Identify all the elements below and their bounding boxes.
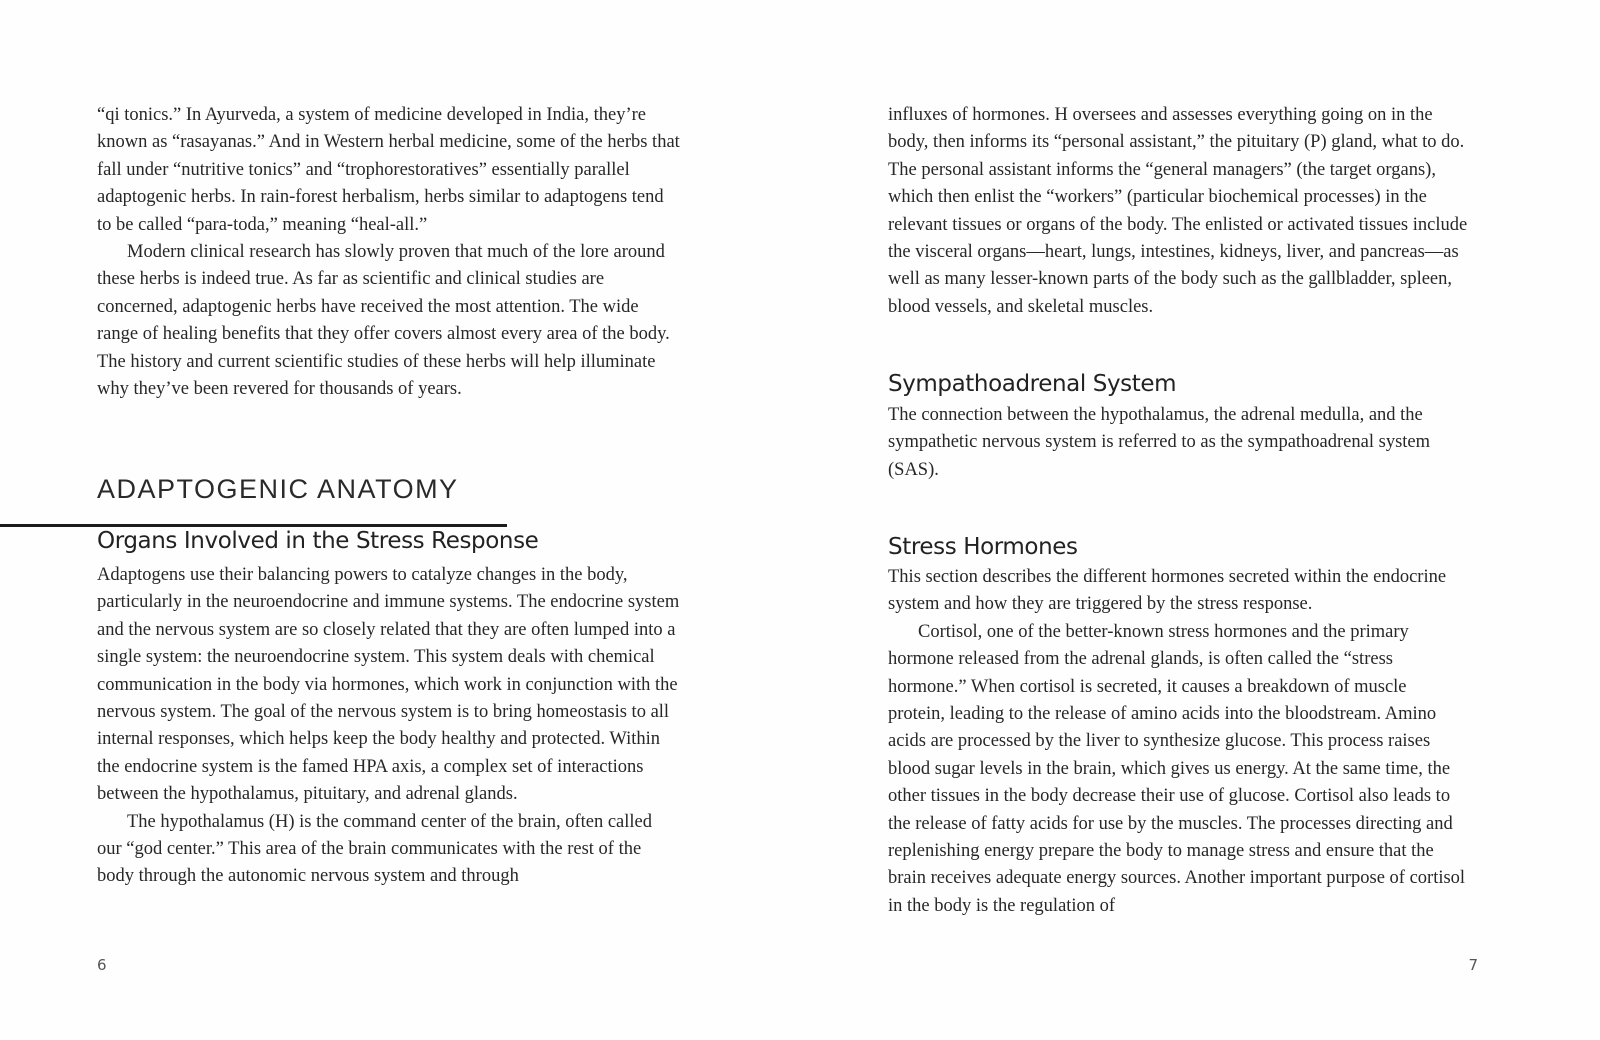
paragraph: Modern clinical research has slowly proven that much of the lore around these herbs is indeed true. As far as scientific and clinical studies are concerned, adaptogenic herbs have received the most attention. The wide range of healing benefits that they offer covers almost every area of the body. The history and current scientific studies of these herbs will help illuminate why they’ve been revered for thousands of years. (97, 242, 670, 400)
subsection-heading-organs: Organs Involved in the Stress Response (97, 528, 539, 554)
left-page-intro-paragraphs (97, 102, 681, 403)
page-number-right: 7 (1468, 956, 1478, 974)
section-heading: ADAPTOGENIC ANATOMY (97, 474, 459, 504)
sympathoadrenal-paragraphs (888, 402, 1468, 484)
stress-hormones-paragraphs (888, 564, 1468, 920)
right-page-continuation-paragraphs (888, 102, 1468, 321)
paragraph: Cortisol, one of the better-known stress hormones and the primary hormone released from the adrenal glands, is often called the “stress hormone.” When cortisol is secreted, it causes a breakdown of muscle protein, leading to the release of amino acids into the bloodstream. Amino acids are processed by the liver to synthesize glucose. This process raises blood sugar levels in the brain, which gives us energy. At the same time, the other tissues in the body decrease their use of glucose. Cortisol also leads to the release of fatty acids for use by the muscles. The processes directing and replenishing energy prepare the body to manage stress and ensure that the brain receives adequate energy sources. Another important purpose of cortisol in the body is the regulation of (888, 621, 1466, 916)
subsection-heading-sympathoadrenal: Sympathoadrenal System (888, 371, 1177, 397)
left-page-body-paragraphs (97, 562, 681, 891)
paragraph: Adaptogens use their balancing powers to catalyze changes in the body, particularly in the neuroendocrine and immune systems. The endocrine system and the nervous system are so closely related that they are often lumped into a single system: the neuroendocrine system. This system deals with chemical communication in the body via hormones, which work in conjunction with the nervous system. The goal of the nervous system is to bring homeostasis to all internal responses, which helps keep the body healthy and protected. Within the endocrine system is the famed HPA axis, a complex set of interactions between the hypothalamus, pituitary, and adrenal glands. (97, 565, 680, 805)
paragraph: This section describes the different hormones secreted within the endocrine system and how they are triggered by the stress response. (888, 567, 1447, 615)
subsection-heading-stress-hormones: Stress Hormones (888, 534, 1078, 560)
page-number-left: 6 (97, 956, 107, 974)
paragraph: influxes of hormones. H oversees and assesses everything going on in the body, then informs its “personal assistant,” the pituitary (P) gland, what to do. The personal assistant informs the “general managers” (the target organs), which then enlist the “workers” (particular biochemical processes) in the relevant tissues or organs of the body. The enlisted or activated tissues include the visceral organs—heart, lungs, intestines, kidneys, liver, and pancreas—as well as many lesser-known parts of the body such as the gallbladder, spleen, blood vessels, and skeletal muscles. (888, 105, 1468, 317)
paragraph: “qi tonics.” In Ayurveda, a system of medicine developed in India, they’re known as “rasayanas.” And in Western herbal medicine, some of the herbs that fall under “nutritive tonics” and “trophorestoratives” essentially parallel adaptogenic herbs. In rain-forest herbalism, herbs similar to adaptogens tend to be called “para-toda,” meaning “heal-all.” (97, 105, 680, 235)
section-heading-rule (0, 524, 507, 527)
paragraph: The connection between the hypothalamus, the adrenal medulla, and the sympathetic nervous system is referred to as the sympathoadrenal system (SAS). (888, 405, 1431, 480)
paragraph: The hypothalamus (H) is the command center of the brain, often called our “god center.” This area of the brain communicates with the rest of the body through the autonomic nervous system and through (97, 811, 653, 887)
